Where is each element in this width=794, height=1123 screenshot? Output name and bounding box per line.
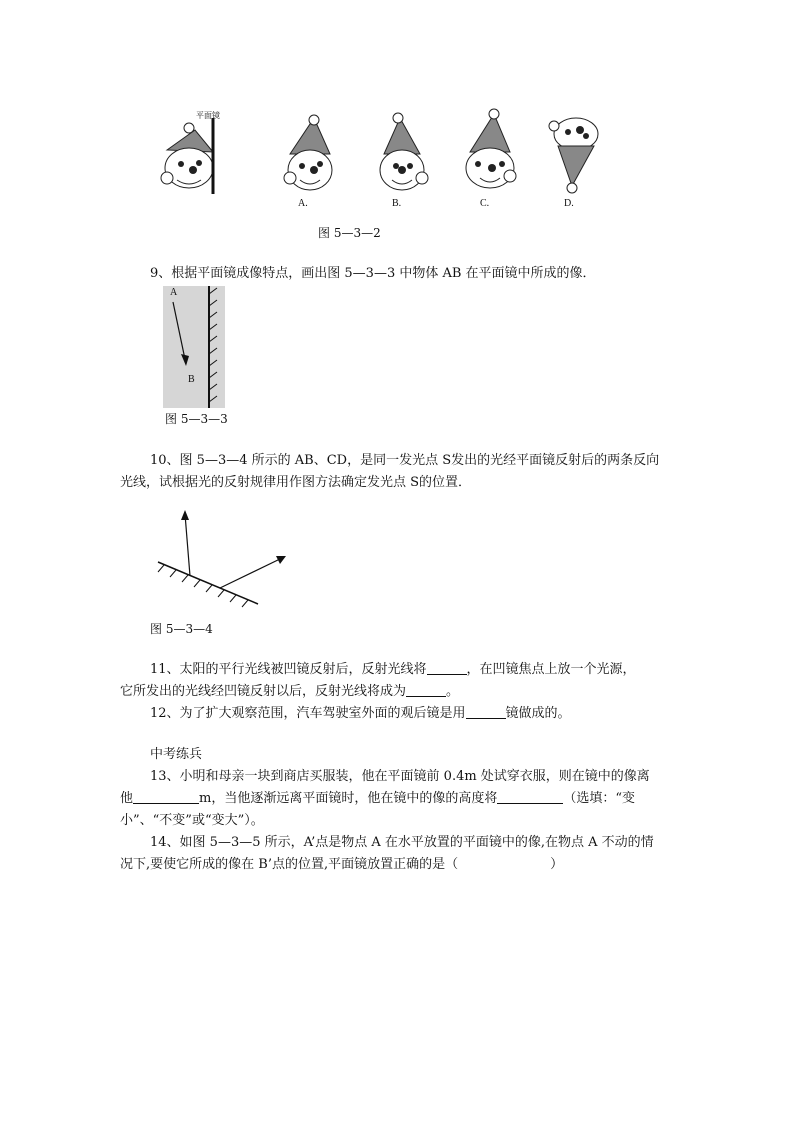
question-14-text-b: ）	[550, 857, 564, 872]
question-13-text-c: （选填：“变	[563, 791, 635, 806]
question-11-text-d: 。	[446, 684, 460, 699]
answer-blank-11a[interactable]	[427, 660, 467, 675]
question-11-text-a: 11、太阳的平行光线被凹镜反射后，反射光线将	[150, 662, 427, 677]
question-11-text-b: ，在凹镜焦点上放一个光源，	[466, 662, 636, 677]
question-13-line-1: 13、小明和母亲一块到商店买服装，他在平面镜前 0.4m 处试穿衣服，则在镜中的像离	[150, 769, 650, 784]
section-title: 中考练兵	[150, 747, 203, 762]
mirror-label: 平面镜	[196, 111, 220, 120]
option-b-label: B.	[392, 198, 402, 209]
figure-5-3-2	[150, 108, 610, 220]
question-14-text-a: 况下,要使它所成的像在 B’点的位置,平面镜放置正确的是（	[120, 857, 459, 872]
option-c-label: C.	[480, 198, 490, 209]
answer-blank-13a[interactable]	[133, 789, 199, 804]
question-14-line-1: 14、如图 5—3—5 所示，A’点是物点 A 在水平放置的平面镜中的像,在物点 A 不动的情	[150, 835, 654, 850]
answer-blank-11b[interactable]	[406, 682, 446, 697]
question-11-line-2	[120, 681, 459, 703]
label-a: A	[170, 287, 178, 298]
clown-option-a	[280, 114, 340, 194]
option-d-label: D.	[564, 198, 574, 209]
question-14-line-2	[120, 854, 563, 876]
caption-fig-5-3-3: 图 5—3—3	[165, 412, 228, 426]
caption-fig-5-3-2: 图 5—3—2	[318, 226, 381, 240]
clown-original-with-mirror	[155, 108, 225, 208]
question-11-text-c: 它所发出的光线经凹镜反射以后，反射光线将成为	[120, 684, 407, 699]
option-a-label: A.	[298, 198, 308, 209]
figure-5-3-3	[163, 286, 225, 408]
question-13-text-b: m，当他逐渐远离平面镜时，他在镜中的像的高度将	[199, 791, 498, 806]
label-b: B	[188, 374, 195, 385]
caption-fig-5-3-4: 图 5—3—4	[150, 622, 213, 636]
answer-blank-13b[interactable]	[497, 789, 563, 804]
clown-option-d	[546, 116, 606, 200]
question-13-line-2	[120, 788, 635, 810]
clown-option-b	[372, 112, 432, 192]
question-9: 9、根据平面镜成像特点，画出图 5—3—3 中物体 AB 在平面镜中所成的像．	[150, 266, 596, 281]
question-12	[150, 703, 571, 725]
question-12-text-a: 12、为了扩大观察范围，汽车驾驶室外面的观后镜是用	[150, 706, 466, 721]
clown-option-c	[458, 108, 520, 190]
question-11-line-1	[150, 659, 636, 681]
question-10-line-1: 10、图 5—3—4 所示的 AB、CD，是同一发光点 S发出的光经平面镜反射后的两条反向	[150, 453, 660, 468]
question-10-line-2: 光线，试根据光的反射规律用作图方法确定发光点 S的位置．	[120, 475, 472, 490]
answer-blank-12[interactable]	[466, 704, 506, 719]
question-12-text-b: 镜做成的。	[505, 706, 571, 721]
question-13-line-3: 小”、“不变”或“变大”）。	[120, 813, 264, 828]
figure-5-3-4	[150, 510, 260, 608]
question-13-text-a: 他	[120, 791, 134, 806]
